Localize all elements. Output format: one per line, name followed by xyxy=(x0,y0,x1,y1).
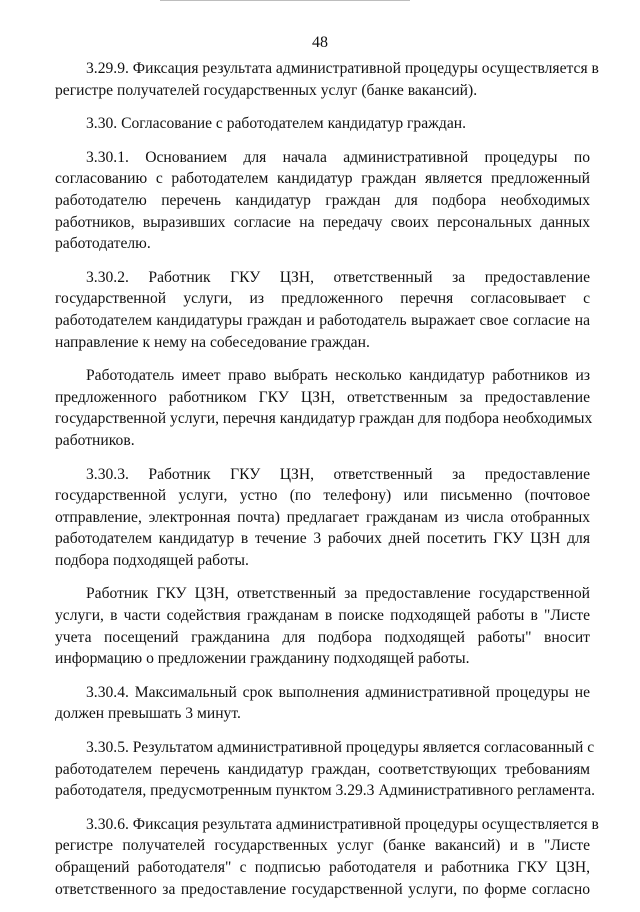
text-line: 3.30.1. Основанием для начала административной процедуры по xyxy=(86,148,590,166)
text-line: отправление, электронная почта) предлагает гражданам из числа отобранных xyxy=(55,508,590,526)
text-line: работодателю перечень кандидатур граждан для подбора необходимых xyxy=(55,191,590,209)
text-line: работодателю. xyxy=(55,235,151,253)
paragraph-3-30-3 xyxy=(55,464,590,572)
paragraph-3-30-2 xyxy=(55,267,590,353)
paragraph-3-30-4 xyxy=(55,682,590,725)
text-line: Работодатель имеет право выбрать несколько кандидатур работников из xyxy=(86,367,590,385)
text-line: услуги, в части содействия гражданам в поиске подходящей работы в "Листе xyxy=(55,607,590,625)
text-line: 3.30.5. Результатом административной процедуры является согласованный с xyxy=(86,739,595,757)
text-line: предложенного работником ГКУ ЦЗН, ответственным за предоставление xyxy=(55,388,590,406)
text-line: информацию о предложении гражданину подходящей работы. xyxy=(55,650,470,668)
text-line: 3.30.3. Работник ГКУ ЦЗН, ответственный за предоставление xyxy=(86,465,590,483)
text-line: 3.30.2. Работник ГКУ ЦЗН, ответственный за предоставление xyxy=(86,268,590,286)
paragraph-3-30-6 xyxy=(55,814,599,900)
text-line: Работник ГКУ ЦЗН, ответственный за предоставление государственной xyxy=(86,585,590,603)
paragraph-employer-right xyxy=(55,365,593,451)
text-line: работодателем кандидатуры граждан и работодатель выражает свое согласие на xyxy=(55,311,590,329)
text-line: ответственного за предоставление государственной услуги, по форме согласно xyxy=(55,880,590,898)
text-line: учета посещений гражданина для подбора подходящей работы" вносит xyxy=(55,628,590,646)
paragraph-3-30-heading xyxy=(55,113,590,135)
paragraph-3-30-1 xyxy=(55,147,590,255)
page-number: 48 xyxy=(312,34,328,51)
text-line: работников. xyxy=(55,431,135,449)
top-edge-line xyxy=(160,0,410,1)
paragraph-worker-info xyxy=(55,583,590,669)
text-line: работодателем кандидатур в течение 3 рабочих дней посетить ГКУ ЦЗН для xyxy=(55,530,590,548)
text-line: государственной услуги, перечня кандидатур граждан для подбора необходимых xyxy=(55,410,593,428)
text-line: должен превышать 3 минут. xyxy=(55,705,241,723)
text-line: регистре получателей государственных услуг (банке вакансий). xyxy=(55,81,478,99)
text-line: подбора подходящей работы. xyxy=(55,551,249,569)
text-line: государственной услуги, из предложенного перечня согласовывает с xyxy=(55,290,590,308)
section-heading: 3.30. Согласование с работодателем кандидатур граждан. xyxy=(86,115,466,133)
paragraph-3-30-5 xyxy=(55,737,596,802)
text-line: согласованию с работодателем кандидатур граждан является предложенный xyxy=(55,170,590,188)
text-line: работодателя, предусмотренным пунктом 3.29.3 Административного регламента. xyxy=(55,782,596,800)
text-line: направление к нему на собеседование граждан. xyxy=(55,333,370,351)
text-line: работодателем перечень кандидатур граждан, соответствующих требованиям xyxy=(55,760,590,778)
paragraph-3-29-9 xyxy=(55,58,599,101)
text-line: 3.29.9. Фиксация результата административной процедуры осуществляется в xyxy=(86,60,599,77)
text-line: 3.30.6. Фиксация результата административной процедуры осуществляется в xyxy=(86,815,599,833)
text-line: государственной услуги, устно (по телефону) или письменно (почтовое xyxy=(55,487,590,505)
text-line: регистре получателей государственных услуг (банке вакансий) и в "Листе xyxy=(55,837,590,855)
text-line: работников, выразивших согласие на передачу своих персональных данных xyxy=(55,213,590,231)
text-line: 3.30.4. Максимальный срок выполнения административной процедуры не xyxy=(86,683,590,701)
document-body xyxy=(55,58,599,912)
text-line: обращений работодателя" с подписью работодателя и работника ГКУ ЦЗН, xyxy=(55,859,590,876)
